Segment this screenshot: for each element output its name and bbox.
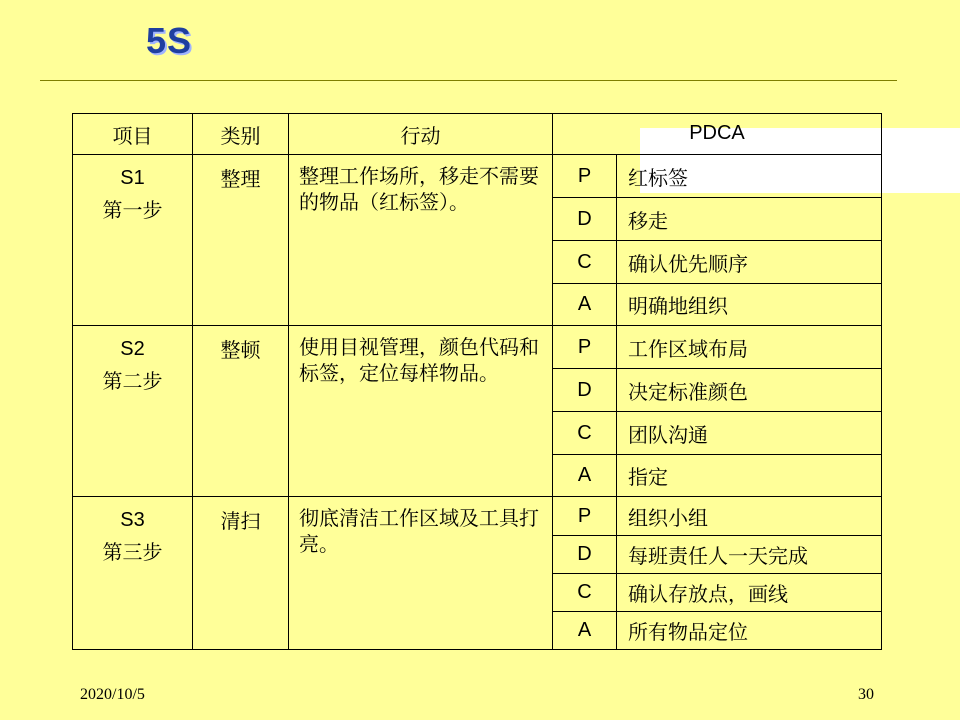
step-name: 第二步	[102, 369, 163, 393]
step-name: 第三步	[102, 540, 163, 564]
pdca-text: 确认存放点，画线	[617, 574, 882, 612]
pdca-text: 确认优先顺序	[617, 241, 882, 284]
title-divider	[40, 80, 897, 81]
category-cell: 整理	[193, 155, 289, 326]
header-item: 项目	[73, 114, 193, 155]
pdca-text: 工作区域布局	[617, 326, 882, 369]
pdca-letter: D	[553, 198, 617, 241]
pdca-text: 组织小组	[617, 497, 882, 536]
action-cell: 使用目视管理，颜色代码和标签，定位每样物品。	[289, 326, 553, 497]
header-pdca: PDCA	[689, 122, 745, 144]
step-code: S2	[120, 338, 145, 360]
step-code: S3	[120, 509, 145, 531]
pdca-text: 每班责任人一天完成	[617, 536, 882, 574]
slide-title: 5S	[146, 20, 193, 61]
pdca-letter: D	[553, 369, 617, 412]
footer-date: 2020/10/5	[80, 686, 145, 703]
5s-table	[72, 113, 882, 650]
action-cell: 彻底清洁工作区域及工具打亮。	[289, 497, 553, 650]
category-cell: 整顿	[193, 326, 289, 497]
pdca-letter: P	[553, 326, 617, 369]
pdca-letter: P	[553, 155, 617, 198]
pdca-letter: C	[553, 574, 617, 612]
pdca-letter: A	[553, 455, 617, 497]
step-name: 第一步	[102, 198, 163, 222]
pdca-letter: C	[553, 241, 617, 284]
action-cell: 整理工作场所，移走不需要的物品（红标签）。	[289, 155, 553, 326]
pdca-letter: D	[553, 536, 617, 574]
header-category: 类别	[193, 114, 289, 155]
pdca-letter: P	[553, 497, 617, 536]
pdca-text: 红标签	[617, 155, 882, 198]
page-number: 30	[858, 686, 874, 703]
pdca-text: 决定标准颜色	[617, 369, 882, 412]
pdca-text: 明确地组织	[617, 284, 882, 326]
table-row	[73, 155, 882, 198]
pdca-text: 所有物品定位	[617, 612, 882, 650]
step-cell	[73, 326, 193, 497]
step-cell	[73, 155, 193, 326]
pdca-text: 团队沟通	[617, 412, 882, 455]
table-row	[73, 326, 882, 369]
header-action: 行动	[289, 114, 553, 155]
pdca-text: 移走	[617, 198, 882, 241]
pdca-letter: A	[553, 284, 617, 326]
pdca-letter: A	[553, 612, 617, 650]
pdca-text: 指定	[617, 455, 882, 497]
table-row	[73, 497, 882, 536]
step-cell	[73, 497, 193, 650]
step-code: S1	[120, 167, 145, 189]
pdca-letter: C	[553, 412, 617, 455]
category-cell: 清扫	[193, 497, 289, 650]
